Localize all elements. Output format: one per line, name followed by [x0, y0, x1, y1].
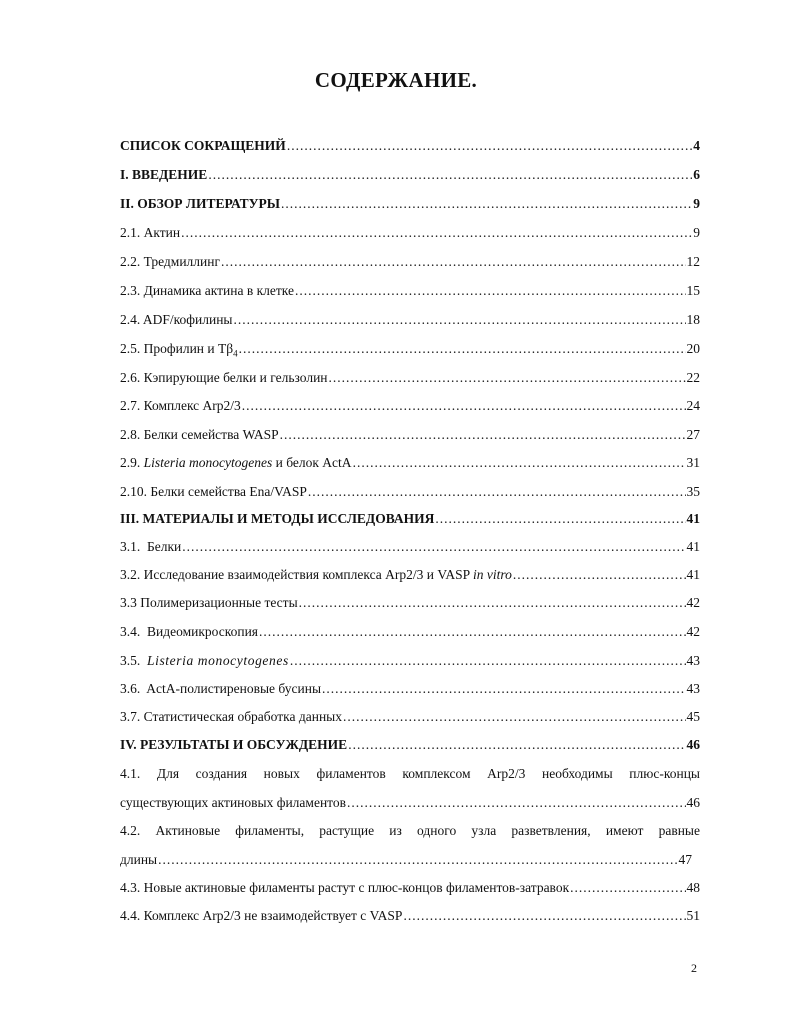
- toc-entry-page: 22: [686, 370, 700, 385]
- toc-entry-label: 4.3. Новые актиновые филаменты растут с плюс-концов филаментов-затравок: [120, 880, 570, 895]
- toc-leader-dots: [308, 483, 686, 501]
- toc-entry-label: 2.2. Тредмиллинг: [120, 254, 221, 269]
- toc-entry-label: IV. РЕЗУЛЬТАТЫ И ОБСУЖДЕНИЕ: [120, 737, 348, 752]
- toc-leader-dots: [513, 566, 686, 584]
- toc-entry-page: 27: [686, 427, 700, 442]
- toc-leader-dots: [343, 708, 686, 726]
- toc-entry-page: 15: [686, 283, 700, 298]
- toc-entry-page: 4: [693, 138, 700, 153]
- toc-entry-page: 41: [686, 511, 700, 526]
- toc-entry-page: 46: [686, 737, 700, 752]
- toc-leader-dots: [259, 623, 685, 641]
- toc-entry-4-2-line1: 4.2. Актиновые филаменты, растущие из одного узла разветвления, имеют равные: [120, 823, 700, 838]
- toc-entry-number: 2.9.: [120, 455, 141, 470]
- toc-entry-label: II. ОБЗОР ЛИТЕРАТУРЫ: [120, 196, 280, 211]
- toc-leader-dots: [242, 397, 686, 415]
- toc-leader-dots: [295, 282, 685, 300]
- toc-leader-dots: [221, 253, 685, 271]
- toc-entry-label: 2.8. Белки семейства WASP: [120, 427, 279, 442]
- toc-entry-label: 2.1. Актин: [120, 225, 181, 240]
- toc-entry-results-discussion: [120, 736, 700, 754]
- toc-entry-4-3: [120, 879, 700, 897]
- toc-entry-page: 41: [686, 539, 700, 554]
- toc-entry-subscript: 4: [233, 348, 238, 359]
- toc-entry-label: [120, 652, 289, 670]
- toc-entry-page: 41: [686, 567, 700, 582]
- toc-entry-label: 2.3. Динамика актина в клетке: [120, 283, 295, 298]
- toc-entry-label: I. ВВЕДЕНИЕ: [120, 167, 208, 182]
- toc-entry-2-8: [120, 426, 700, 444]
- toc-leader-dots: [280, 426, 686, 444]
- toc-entry-4-1-line1: 4.1. Для создания новых филаментов комплексом Arp2/3 необходимы плюс-концы: [120, 766, 700, 781]
- toc-entry-3-2: [120, 566, 700, 584]
- toc-entry-page: 18: [686, 312, 700, 327]
- toc-entry-label: существующих актиновых филаментов: [120, 795, 347, 810]
- toc-leader-dots: [353, 454, 686, 472]
- toc-entry-italic: Listeria monocytogenes: [147, 653, 289, 668]
- toc-entry-page: 9: [693, 225, 700, 240]
- toc-entry-label-text: и белок ActA: [275, 455, 352, 470]
- toc-entry-label: 2.6. Кэпирующие белки и гельзолин: [120, 370, 328, 385]
- toc-leader-dots: [435, 510, 685, 528]
- toc-entry-2-6: [120, 369, 700, 387]
- toc-leader-dots: [182, 538, 685, 556]
- toc-leader-dots: [239, 340, 686, 358]
- toc-entry-3-7: [120, 708, 700, 726]
- toc-leader-dots: [570, 879, 685, 897]
- toc-entry-label: длины: [120, 852, 158, 867]
- toc-entry-page: 35: [686, 484, 700, 499]
- toc-leader-dots: [348, 736, 685, 754]
- toc-entry-2-9: [120, 454, 700, 472]
- toc-leader-dots: [208, 166, 692, 184]
- toc-leader-dots: [299, 594, 686, 612]
- toc-entry-page: 20: [686, 341, 700, 356]
- toc-entry-number: 3.5.: [120, 653, 141, 668]
- toc-entry-italic: in vitro: [473, 567, 512, 582]
- page-title: СОДЕРЖАНИЕ.: [314, 68, 478, 92]
- toc-entry-label-text: 2.5. Профилин и Tβ: [120, 341, 234, 356]
- toc-leader-dots: [158, 851, 677, 869]
- toc-entry-2-2: [120, 253, 700, 271]
- toc-entry-page: 42: [686, 624, 700, 639]
- toc-entry-4-2: [120, 851, 692, 869]
- toc-entry-label: [120, 566, 512, 584]
- toc-entry-page: 43: [686, 681, 700, 696]
- toc-entry-2-3: [120, 282, 700, 300]
- toc-entry-page: 43: [686, 653, 700, 668]
- toc-entry-literature-review: [120, 195, 700, 213]
- toc-entry-label: 2.7. Комплекс Arp2/3: [120, 398, 241, 413]
- toc-entry-label: 3.3 Полимеризационные тесты: [120, 595, 298, 610]
- toc-entry-page: 48: [686, 880, 700, 895]
- toc-entry-label-text: 3.2. Исследование взаимодействия комплекса Arp2/3 и VASP: [120, 567, 470, 582]
- toc-entry-page: 6: [693, 167, 700, 182]
- toc-leader-dots: [290, 652, 686, 670]
- toc-entry-3-4: [120, 623, 700, 641]
- toc-entry-page: 24: [686, 398, 700, 413]
- toc-entry-page: 12: [686, 254, 700, 269]
- toc-leader-dots: [281, 195, 692, 213]
- toc-entry-label: 4.4. Комплекс Arp2/3 не взаимодействует с VASP: [120, 908, 403, 923]
- toc-entry-introduction: [120, 166, 700, 184]
- toc-entry-label: 3.4. Видеомикроскопия: [120, 624, 259, 639]
- toc-entry-page: 47: [678, 852, 692, 867]
- toc-entry-label: 3.6. ActA-полистиреновые бусины: [120, 681, 322, 696]
- toc-entry-2-4: [120, 311, 700, 329]
- toc-entry-page: 45: [686, 709, 700, 724]
- toc-entry-label: 2.4. ADF/кофилины: [120, 312, 233, 327]
- toc-entry-3-6: [120, 680, 700, 698]
- toc-entry-label: 2.10. Белки семейства Ena/VASP: [120, 484, 307, 499]
- toc-leader-dots: [403, 907, 685, 925]
- toc-entry-label: СПИСОК СОКРАЩЕНИЙ: [120, 138, 286, 153]
- toc-entry-materials-methods: [120, 510, 700, 528]
- toc-leader-dots: [322, 680, 685, 698]
- toc-entry-4-1: [120, 794, 700, 812]
- toc-entry-page: 9: [693, 196, 700, 211]
- toc-entry-label: [120, 340, 238, 363]
- toc-entry-label: III. МАТЕРИАЛЫ И МЕТОДЫ ИССЛЕДОВАНИЯ: [120, 511, 435, 526]
- toc-entry-label: 3.1. Белки: [120, 539, 182, 554]
- toc-entry-3-1: [120, 538, 700, 556]
- toc-entry-abbreviations: [120, 137, 700, 155]
- toc-entry-label: [120, 454, 352, 472]
- toc-entry-page: 31: [686, 455, 700, 470]
- toc-leader-dots: [287, 137, 692, 155]
- toc-entry-2-10: [120, 483, 700, 501]
- toc-entry-2-5: [120, 340, 700, 363]
- toc-entry-label: 3.7. Статистическая обработка данных: [120, 709, 342, 724]
- toc-entry-3-3: [120, 594, 700, 612]
- toc-entry-4-4: [120, 907, 700, 925]
- toc-entry-2-7: [120, 397, 700, 415]
- toc-entry-2-1: [120, 224, 700, 242]
- toc-entry-italic: Listeria monocytogenes: [143, 455, 273, 470]
- toc-entry-page: 51: [686, 908, 700, 923]
- toc-entry-page: 42: [686, 595, 700, 610]
- toc-leader-dots: [347, 794, 685, 812]
- toc-leader-dots: [234, 311, 686, 329]
- toc-entry-page: 46: [686, 795, 700, 810]
- page-number: 2: [691, 961, 697, 975]
- toc-leader-dots: [329, 369, 686, 387]
- toc-leader-dots: [181, 224, 692, 242]
- toc-entry-3-5: [120, 652, 700, 670]
